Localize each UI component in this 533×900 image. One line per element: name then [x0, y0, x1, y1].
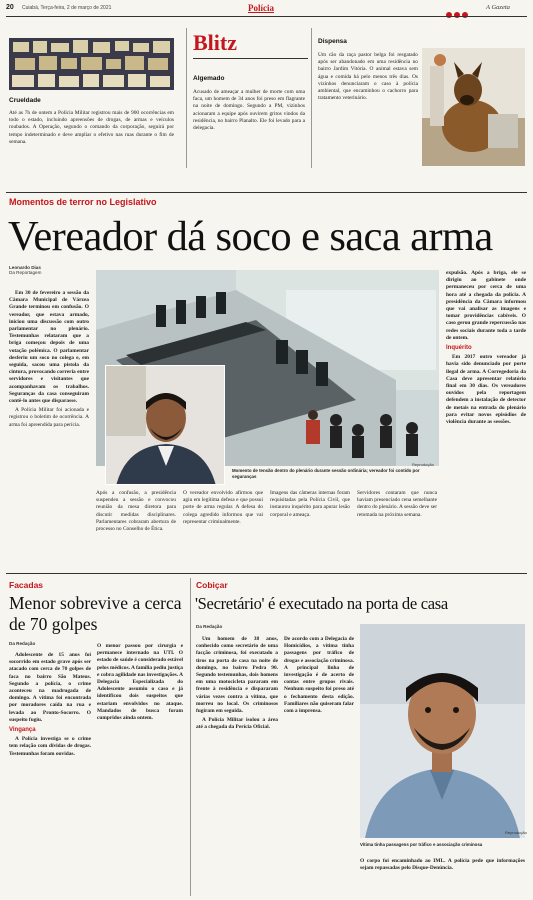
right-story-headline: 'Secretário' é executado na porta de casa — [195, 594, 448, 613]
main-col-1 — [9, 290, 89, 532]
right-story-byline: Da Redação — [196, 624, 223, 629]
right-story-col-1 — [196, 636, 278, 894]
main-col-1-p1: Em 30 de fevereiro a sessão da Câmara Municipal de Várzea Grande terminou em confusão. O vereador, que estava armado, iniciou uma discussão com outro parlamentar no plenário. Testemunhas relataram que a briga começou depois de uma votação polêmica. O parlamentar desferiu um soco no colega e, em seguida, sacou uma pistola da cintura, provocando correria entre servidores e visitantes que acompanhavam os trabalhos. Seguranças da casa conseguiram contê-lo antes que disparasse. — [9, 290, 89, 405]
blitz-right-text: Um cão da raça pastor belga foi resgatado após ser abandonado em uma residência no bairro Jardim Vitória. O animal estava sem água e comida há pelo menos três dias. Os vizinhos denunciaram o caso à polícia ambiental, que encaminhou o cachorro para tratamento veterinário. — [318, 52, 418, 102]
section-name: Polícia — [248, 3, 274, 13]
left-story-col-1 — [9, 652, 91, 895]
instagram-icon — [454, 12, 460, 18]
blitz-left-heading: Crueldade — [9, 97, 41, 104]
main-byline-role: Da Reportagem — [9, 270, 42, 275]
lower-divider — [190, 578, 191, 896]
left-story-byline: Da Redação — [9, 641, 36, 646]
facebook-icon — [446, 12, 452, 18]
main-bottom-rule — [6, 573, 527, 574]
blitz-bottom-rule — [6, 192, 527, 193]
page-header — [6, 3, 527, 17]
blitz-right-heading: Dispensa — [318, 38, 347, 45]
right-story-kicker: Cobiçar — [196, 580, 228, 590]
blitz-title — [193, 30, 237, 56]
blitz-left-text: Até as 7h de ontem a Polícia Militar registrou mais de 900 ocorrências em todo o estado, incluindo apreensões de drogas, de armas e veículos roubados. A Operação, segundo o comando da corporação, seguirá por tempo indeterminado e deve ampliar o efetivo nas ruas durante o fim de semana. — [9, 110, 174, 145]
date-line: Cuiabá, Terça-feira, 2 de março de 2021 — [22, 5, 112, 11]
blitz-dog-photo — [422, 48, 525, 166]
main-col-1-p2: A Polícia Militar foi acionada e registrou o boletim de ocorrência. A arma foi apreendida para perícia. — [9, 407, 89, 428]
twitter-icon — [462, 12, 468, 18]
main-photo-caption: Momento de tensão dentro do plenário durante sessão ordinária; vereador foi contido por seguranças — [232, 468, 420, 479]
page-number: 20 — [6, 4, 14, 11]
blitz-left-photo — [9, 38, 174, 90]
left-story-headline: Menor sobrevive a cerca de 70 golpes — [9, 593, 182, 634]
right-story-col-3: O corpo foi encaminhado ao IML. A polícia pede que informações sejam repassadas pelo Disque-Denúncia. — [360, 858, 525, 872]
main-col-5: Servidores contaram que nunca haviam presenciado cena semelhante dentro do plenário. A sessão deve ser retomada na próxima semana. — [357, 490, 437, 518]
main-byline-name: Leonardo Dias — [9, 265, 41, 270]
blitz-title-rule — [193, 58, 308, 59]
blitz-divider-1 — [186, 28, 187, 168]
right-photo-caption: Vítima tinha passagens por tráfico e associação criminosa — [360, 842, 483, 847]
secretario-photo — [360, 624, 525, 838]
main-headline: Vereador dá soco e saca arma — [8, 213, 493, 260]
main-col-4: Imagens das câmeras internas foram requisitadas pela Polícia Civil, que instaurou inquérito para apurar lesão corporal e ameaça. — [270, 490, 350, 518]
left-story-col-2: O menor passou por cirurgia e permanece internado na UTI. O estado de saúde é considerado estável pelos médicos. A família pediu justiça e cobra agilidade nas investigações. A Delegacia Especializada do Adolescente assumiu o caso e já identificou dois suspeitos que estariam envolvidos no ataque. Mandados de busca foram cumpridos ainda ontem. — [97, 643, 183, 722]
left-story-p2: A Polícia investiga se o crime tem relação com dívidas de drogas. Testemunhas foram ouvidas. — [9, 736, 91, 757]
left-story-kicker: Facadas — [9, 580, 44, 590]
main-right-p1: expulsão. Após a briga, ele se dirigiu ao gabinete onde permaneceu por cerca de uma hora até a chegada da polícia. A presidência da Câmara informou que vai analisar as imagens e tomar providências cabíveis. O caso gerou grande repercussão nas redes sociais durante toda a tarde de ontem. — [446, 270, 526, 341]
blitz-middle-heading: Algemado — [193, 75, 225, 82]
right-story-p2: A Polícia Militar isolou a área até a chegada da Perícia Oficial. — [196, 717, 278, 731]
blitz-title-text: Blitz — [193, 30, 237, 55]
right-story-col-2: De acordo com a Delegacia de Homicídios, a vítima tinha passagens por tráfico de drogas e associação criminosa. A principal linha de investigação é de acerto de contas entre grupos rivais. Nenhum suspeito foi preso até o fechamento desta edição. Familiares não quiseram falar com a imprensa. — [284, 636, 354, 715]
main-kicker: Momentos de terror no Legislativo — [9, 197, 157, 207]
main-right-subhead: Inquérito — [446, 345, 472, 352]
brand-name: A Gazeta — [486, 4, 510, 11]
right-story-p1: Um homem de 38 anos, conhecido como secretário de uma facção criminosa, foi executado a tiros na porta de casa na noite de domingo, no bairro Pedra 90. Segundo testemunhas, dois homens em uma motocicleta pararam em frente à residência e dispararam várias vezes contra a vítima, que morreu no local. Os criminosos fugiram em seguida. — [196, 636, 278, 715]
left-story-p1: Adolescente de 15 anos foi socorrido em estado grave após ser atacado com cerca de 70 golpes de faca no bairro São Mateus. Segundo a polícia, o crime aconteceu na madrugada de domingo. A vítima foi encontrada por moradores caída na rua e levada ao Pronto-Socorro. O suspeito fugiu. — [9, 652, 91, 723]
left-story-subhead: Vingança — [9, 727, 36, 734]
main-right-p2: Em 2017 outro vereador já havia sido denunciado por porte ilegal de arma. A Corregedoria da Casa deve apresentar relatório final em 30 dias. Os vereadores ouvidos pela reportagem defendem a instalação de detector de metais na entrada do plenário para evitar novos episódios de violência durante as sessões. — [446, 354, 526, 426]
main-col-3: O vereador envolvido afirmou que agiu em legítima defesa e que possui porte de arma regular. A defesa do colega agredido informou que vai representar criminalmente. — [183, 490, 263, 525]
main-col-2: Após a confusão, a presidência suspendeu a sessão e convocou reunião da mesa diretora para discutir medidas disciplinares. Parlamentares cobraram abertura de processo no Conselho de Ética. — [96, 490, 176, 533]
main-photo-credit: Reprodução — [412, 462, 434, 467]
main-right-col — [446, 270, 526, 532]
header-rule — [6, 16, 527, 17]
vereador-portrait — [105, 365, 225, 485]
right-photo-credit: Reprodução — [505, 830, 527, 835]
blitz-divider-2 — [311, 28, 312, 168]
main-byline — [9, 265, 41, 275]
blitz-middle-text: Acusado de ameaçar a mulher de morte com uma faca, um homem de 34 anos foi preso em flagrante na noite de domingo. Segundo a PM, vizinhos acionaram a equipe após ouvirem gritos vindos da residência, no bairro Planalto. Ele foi levado para a delegacia. — [193, 89, 305, 132]
social-icons — [444, 5, 468, 23]
